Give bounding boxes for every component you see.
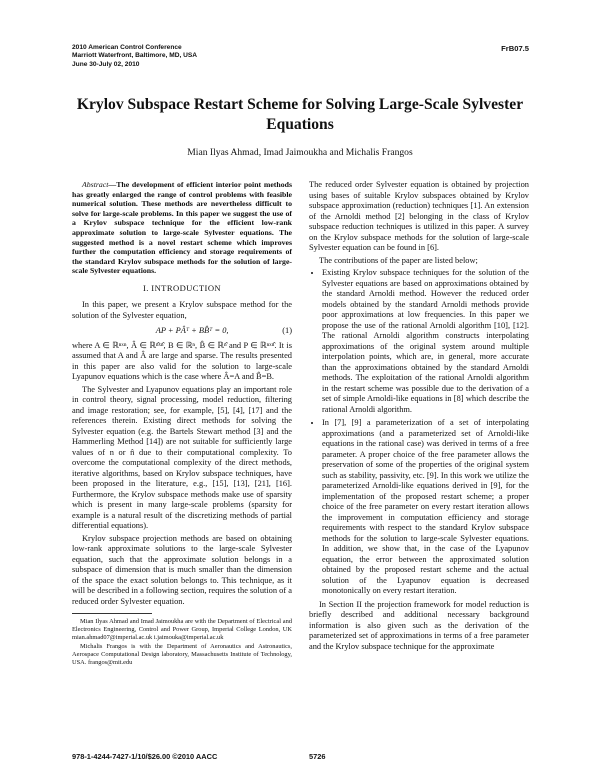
left-column [72, 180, 292, 668]
intro-paragraph-1: In this paper, we present a Krylov subspace method for the solution of the Sylvester equation, [72, 300, 292, 320]
paper-code: FrB07.5 [501, 44, 529, 53]
paper-title: Krylov Subspace Restart Scheme for Solving Large-Scale Sylvester Equations [76, 96, 524, 133]
footnote-divider [72, 613, 152, 614]
contributions-list [309, 268, 529, 597]
abstract-text: —The development of efficient interior point methods has greatly enlarged the range of control problems with feasible numerical solution. These methods are nevertheless difficult to solve for large-scale problems. In this paper we suggest the use of a Krylov subspace technique for the efficient low-rank approximate solution to large-scale Sylvester equations. The suggested method is a novel restart scheme which improves further the computation efficiency and storage requirements of the standard Krylov subspace methods for the solution of large-scale Sylvester equations. [72, 180, 292, 276]
right-column [309, 180, 529, 654]
equation-body: AP + PÂᵀ + BB̂ᵀ = 0, [155, 326, 229, 336]
section-heading-introduction: I. INTRODUCTION [142, 282, 222, 293]
sylvester-equation [72, 323, 292, 341]
abstract [72, 180, 292, 276]
list-item: • Existing Krylov subspace techniques for the solution of the Sylvester equations are based on approximations obtained by the standard Arnoldi method. However the reduced order models obtained by the standard Arnoldi methods provide poor approximations at low frequencies. In this paper we propose the use of the rational Arnoldi algorithm [10], [12]. The rational Arnoldi algorithm constructs interpolating approximations of the original system around multiple interpolation points, which are, in general, more accurate than the approximations obtained by the standard Arnoldi methods. The exploitation of the rational Arnoldi algorithm in the restart scheme was possible due to the derivation of a set of simple Arnoldi-like equations in [8] which describe the rational Arnoldi algorithm. [322, 268, 529, 415]
equation-number: (1) [282, 326, 292, 336]
contributions-intro: The contributions of the paper are listed below; [319, 255, 478, 265]
right-paragraph-3: In Section II the projection framework for model reduction is briefly described and additional necessary background information is also given such as the derivation of the parameterized set of approximations in terms of a free parameter and the Krylov subspace technique for the approximate [309, 599, 529, 651]
footnote-affiliation-2: Michalis Frangos is with the Department of Aeronautics and Astronautics, Aerospace Computational Design laboratory, Massachusetts Institute of Technology, USA. frangos@mit.edu [72, 643, 292, 667]
conference-venue: Marriott Waterfront, Baltimore, MD, USA [72, 52, 198, 60]
right-paragraph-1: The reduced order Sylvester equation is obtained by projection using bases of suitable Krylov subspaces obtained by Krylov subspace approximation (reduction) techniques [1]. An extension of the Arnoldi method [2] belonging in the class of Krylov subspace reduction techniques is utilized in this paper. A survey on the Krylov subspace methods for the solution of large-scale Sylvester equation can be found in [6]. [309, 180, 529, 252]
intro-paragraph-4: Krylov subspace projection methods are based on obtaining low-rank approximate solutions to the large-scale Sylvester equation, such that the approximate solution belongs in a subspace of dimension that is much smaller than the dimension of the space the exact solution belongs to. This technique, as it will be described in a following section, requires the solution of a reduced order Sylvester equation. [72, 533, 292, 606]
list-item: • In [7], [9] a parameterization of a set of interpolating approximations (and a parameterized set of Arnoldi-like equations in the rational case) was derived in terms of a free parameter. A proper choice of the free parameter allows the preservation of some of the properties of the original system such as stability, passivity, etc. [9]. In this work we utilize the parameterized Arnoldi-like equations derived in [9], for the implementation of the proposed restart scheme; a proper choice of the free parameter on every restart iteration allows the improvement in computation efficiency and storage requirements with respect to the standard Krylov subspace methods for the solution to large-scale Sylvester equations. In addition, we show that, in the case of the Lyapunov equation, the error between the approximated solution obtained by the proposed restart scheme and the actual solution of the Lyapunov equation is decreased monotonically on every restart iteration. [322, 418, 529, 597]
footnotes [72, 618, 292, 667]
intro-paragraph-2: where A ∈ ℝⁿˣⁿ, Â ∈ ℝⁿ̂ˣⁿ̂, B ∈ ℝⁿ, B̂ ∈ ℝⁿ̂ and P ∈ ℝⁿˣⁿ̂. It is assumed that A and Â are large and sparse. The results presented in this paper are also valid for the solution to large-scale Lyapunov equations which is the case where Â=A and B̂=B. [72, 340, 292, 382]
page-number: 5726 [309, 752, 326, 761]
isbn-footer: 978-1-4244-7427-1/10/$26.00 ©2010 AACC [72, 752, 218, 761]
conference-dates: June 30-July 02, 2010 [72, 60, 140, 68]
footnote-affiliation-1: Mian Ilyas Ahmad and Imad Jaimoukha are with the Department of Electrical and Electronics Engineering, Control and Power Group, Imperial College London, UK mian.ahmad07@imperial.ac.uk i.jaimouka@imperial.ac.uk [72, 618, 292, 642]
conference-name: 2010 American Control Conference [72, 44, 182, 51]
intro-paragraph-3: The Sylvester and Lyapunov equations play an important role in control theory, signal processing, model reduction, filtering and image restoration; see, for example, [5], [4], [17] and the references therein. Existing direct methods for solving the Sylvester equation (e.g. the Bartels Stewart method [3] and the Hammerling Method [14]) are not suitable for sufficiently large values of n or n̂ due to their computational complexity. To overcome the computational complexity of the direct methods, iterative algorithms, based on Krylov subspace techniques, have been proposed in the literature, e.g., [15], [13], [21], [16]. Furthermore, the Krylov subspace methods make use of sparsity which is present in many large-scale problems (sparsity for example is a natural result of the discretizing methods of partial differential equations). [72, 384, 292, 531]
abstract-label: Abstract [82, 180, 109, 189]
author-list: Mian Ilyas Ahmad, Imad Jaimoukha and Michalis Frangos [187, 147, 413, 158]
conference-header [72, 44, 197, 69]
